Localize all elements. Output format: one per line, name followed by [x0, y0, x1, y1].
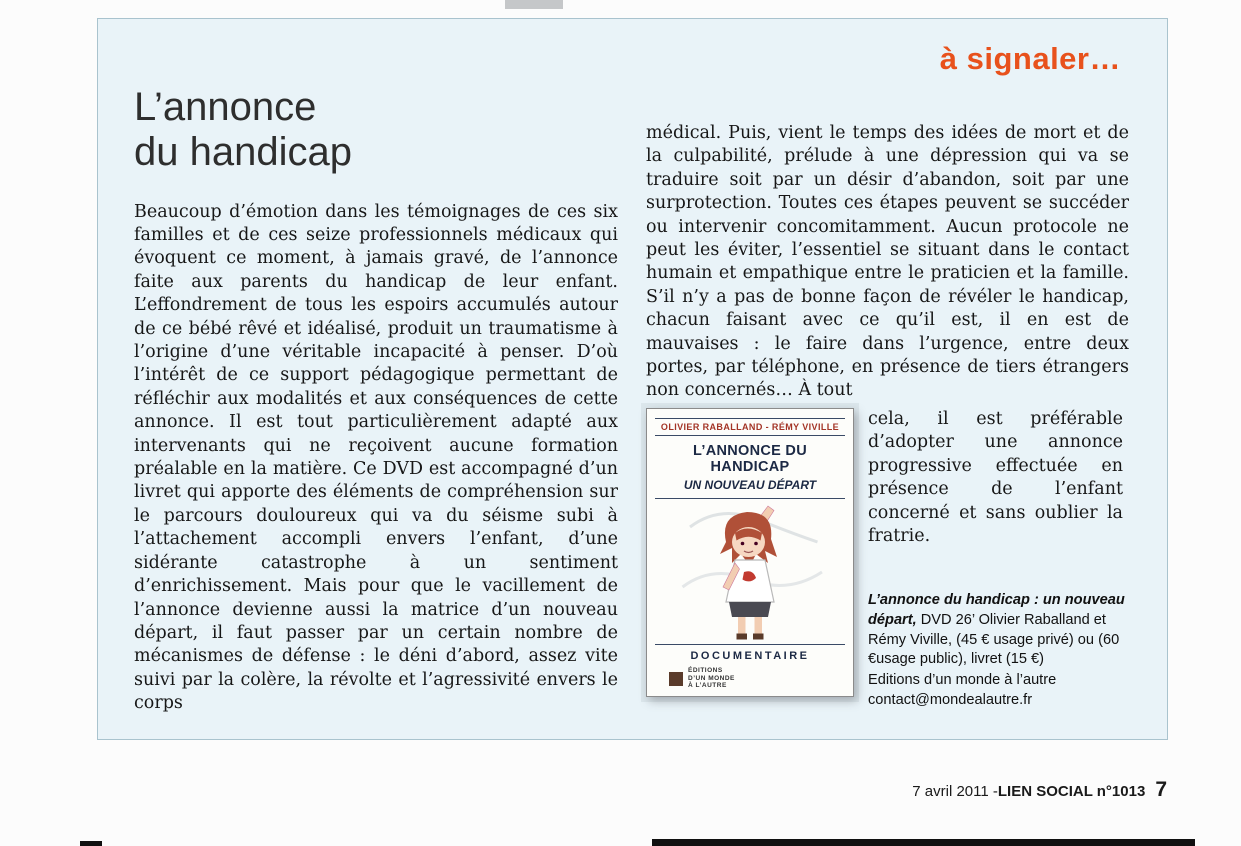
scan-artifact-bottom-bar [652, 839, 1195, 846]
footer-journal-name: LIEN SOCIAL n°1013 [997, 783, 1146, 800]
article-wrap-paragraph: cela, il est préférable d’adopter une annonce progressive effectuée en présence de l’enfant concerné et sans oublier la fratrie. [868, 408, 1123, 546]
wrap-column [868, 408, 1130, 711]
publisher-line-1: ÉDITIONS [688, 667, 723, 675]
scan-artifact-bottom-mark [80, 841, 102, 846]
dvd-cover-subtitle: UN NOUVEAU DÉPART [655, 478, 845, 499]
article-title [134, 85, 618, 175]
article-title-line2: du handicap [134, 129, 352, 174]
dvd-cover-authors: OLIVIER RABALLAND - RÉMY VIVILLE [660, 421, 840, 432]
article-columns [134, 85, 1127, 716]
article-left-paragraph: Beaucoup d’émotion dans les témoignages de ces six familles et de ces seize professionnels médicaux qui évoquent ce moment, à jamais gravé, de l’annonce faite aux parents du handicap de leur enfant. L’effondrement de tous les espoirs accumulés autour de ce bébé rêvé et idéalisé, produit un traumatisme à l’origine d’une véritable incapacité à penser. D’où l’intérêt de ce support pédagogique permettant de réfléchir aux modalités et aux conséquences de cette annonce. Il est tout particulièrement adapté aux intervenants qui ne reçoivent aucune formation préalable en la matière. Ce DVD est accompagné d’un livret qui apporte des éléments de compréhension sur le parcours douloureux qui va du séisme subi à l’attachement accompli envers l’enfant, d’une sidérante catastrophe à un sentiment d’enrichissement. Mais pour que le vacillement de l’annonce devienne aussi la matrice d’un nouveau départ, il faut passer par un certain nombre de mécanismes de défense : le déni d’abord, assez vite suivi par la colère, la révolte et l’agressivité envers le corps [134, 201, 618, 714]
publisher-logo-text [688, 667, 735, 690]
left-column [134, 85, 618, 716]
footer-date: 7 avril 2011 - [912, 783, 998, 800]
article-box [97, 18, 1168, 740]
dvd-cover-header [655, 418, 845, 436]
dvd-cover-illustration [655, 499, 845, 645]
section-label: à signaler… [939, 41, 1121, 76]
footer-page-number: 7 [1155, 778, 1167, 801]
publisher-line-2: D’UN MONDE [688, 674, 735, 682]
caption-details: DVD 26’ Olivier Raballand et Rémy Viville, (45 € usage privé) ou (60 €usage public), livret (15 €) [868, 611, 1120, 668]
dvd-cover-title: L’ANNONCE DU HANDICAP [693, 442, 807, 475]
caption-title: L’annonce du handicap : un nouveau départ, [868, 592, 1125, 628]
page-footer [912, 778, 1167, 802]
manga-girl-illustration [675, 499, 825, 645]
publisher-line-3: À L’AUTRE [688, 682, 727, 690]
publisher-logo-icon [669, 672, 683, 686]
scan-artifact-top [505, 0, 563, 9]
dvd-caption [868, 591, 1130, 711]
right-column [646, 85, 1129, 716]
article-right-paragraph: médical. Puis, vient le temps des idées de mort et de la culpabilité, prélude à une dépression qui va se traduire soit par un désir d’abandon, soit par une surprotection. Toutes ces étapes peuvent se succéder ou intervenir concomitamment. Aucun protocole ne peut les éviter, l’essentiel se situant dans le contact humain et empathique entre le praticien et la famille. S’il n’y a pas de bonne façon de révéler le handicap, chacun faisant avec ce qu’il est, il en est de mauvaises : le faire dans l’urgence, entre deux portes, par téléphone, en présence de tiers étrangers non concernés… À tout [646, 123, 1129, 401]
dvd-cover-publisher-logo [655, 667, 845, 690]
article-title-line1: L’annonce [134, 85, 317, 129]
dvd-cover-genre: DOCUMENTAIRE [655, 644, 845, 662]
media-row [646, 408, 1129, 711]
caption-contact: contact@mondealautre.fr [868, 692, 1033, 709]
dvd-cover-image [646, 408, 854, 697]
caption-publisher: Editions d’un monde à l’autre [868, 671, 1057, 688]
